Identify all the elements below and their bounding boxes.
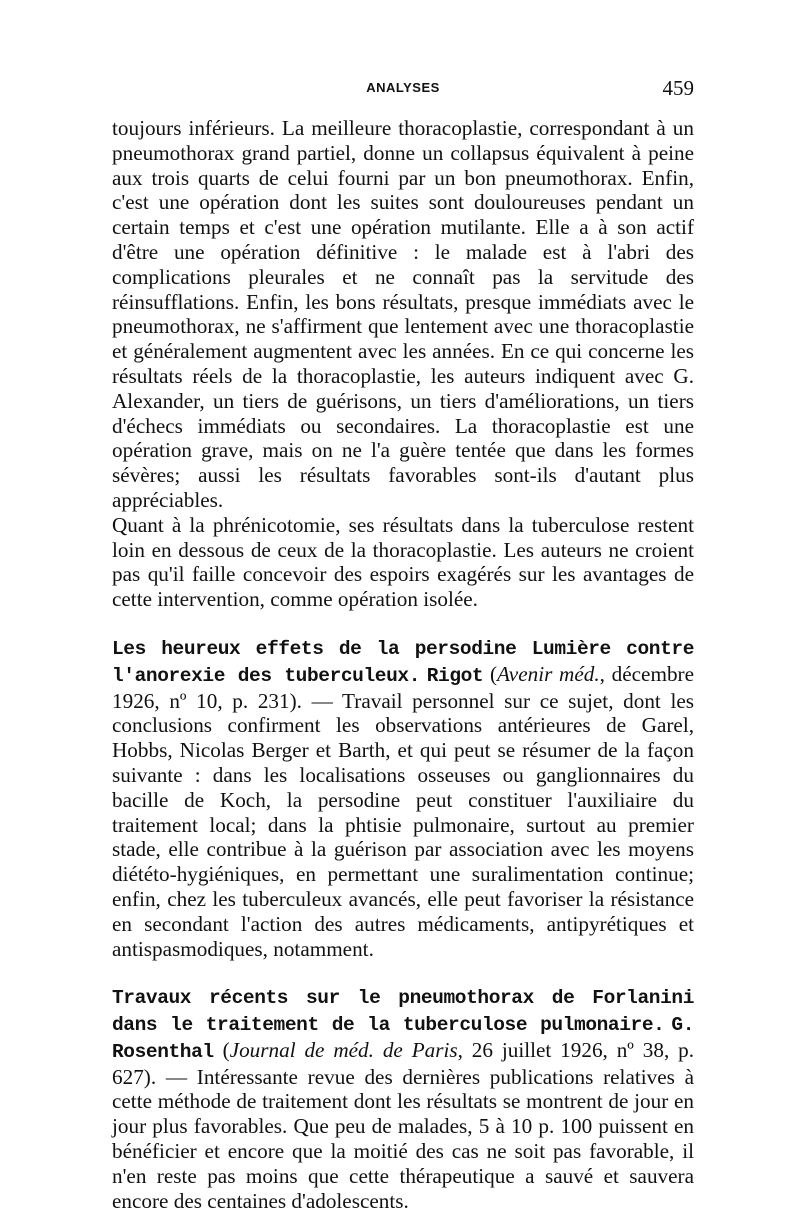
citation-details: , 26 juillet 1926, nº 38, p. 627).	[112, 1037, 695, 1089]
article-title: Travaux récents sur le pneumothorax de Forlanini dans le traitement de la tuberculose pulmonaire.	[112, 987, 694, 1037]
article-body: — Travail personnel sur ce sujet, dont les conclusions confirment les observations antérieures de Garel, Hobbs, Nicolas Berger et Barth, et qui peut se résumer de la façon suivante : dans les localisations osseuses ou ganglionnaires du bacille de Koch, la persodine peut constituer l'auxiliaire du traitement local; dans la phtisie pulmonaire, surtout au premier stade, elle contribue à la guérison par association avec les moyens diététo-hygiéniques, en permettant une suralimentation continue; enfin, chez les tuberculeux avancés, elle peut favoriser la résistance en secondant l'action des autres médicaments, antipyrétiques et antispasmodiques, notamment.	[112, 688, 694, 961]
citation-open: (	[222, 1037, 230, 1062]
article-title: Les heureux effets de la persodine Lumière contre l'anorexie des tuberculeux.	[112, 637, 694, 687]
section-gap	[112, 612, 694, 635]
journal-name: Journal de méd. de Paris	[229, 1037, 458, 1062]
section-gap	[112, 961, 694, 984]
paragraph-phrenicotomie: Quant à la phrénicotomie, ses résultats dans la tuberculose restent loin en dessous de ceux de la thoracoplastie. Les auteurs ne croient pas qu'il faille concevoir des espoirs exagérés sur les avantages de cette intervention, comme opération isolée.	[112, 512, 694, 612]
article-author: Rigot	[426, 664, 484, 687]
article-body: — Intéressante revue des dernières publications relatives à cette méthode de traitement dont les résultats se montrent de jour en jour plus favorables. Que peu de malades, 5 à 10 p. 100 puissent en bénéficier et encore que la moitié des cas ne soit pas favorable, il n'en reste pas moins que cette thérapeutique a sauvé et sauvera encore des centaines d'adolescents.	[112, 1064, 694, 1213]
running-head: ANALYSES	[366, 80, 440, 95]
page-header	[112, 76, 694, 104]
citation-details: , décembre 1926, nº 10, p. 231).	[112, 661, 694, 713]
page-number: 459	[662, 76, 694, 100]
article-author: G. Rosenthal	[112, 1014, 694, 1063]
citation-open: (	[489, 661, 498, 686]
article-persodine	[112, 635, 694, 961]
article-pneumothorax	[112, 984, 694, 1213]
journal-name: Avenir méd.	[497, 661, 600, 686]
paragraph-thoracoplastie: toujours inférieurs. La meilleure thoracoplastie, correspondant à un pneumothorax grand partiel, donne un collapsus équivalent à peine aux trois quarts de celui fourni par un bon pneumothorax. Enfin, c'est une opération dont les suites sont douloureuses pendant un certain temps et c'est une opération mutilante. Elle a à son actif d'être une opération définitive : le malade est à l'abri des complications pleurales et ne connaît pas la servitude des réinsufflations. Enfin, les bons résultats, presque immédiats avec le pneumothorax, ne s'affirment que lentement avec une thoracoplastie et généralement augmentent avec les années. En ce qui concerne les résultats réels de la thoracoplastie, les auteurs indiquent avec G. Alexander, un tiers de guérisons, un tiers d'améliorations, un tiers d'échecs immédiats ou secondaires. La thoracoplastie est une opération grave, mais on ne l'a guère tentée que dans les formes sévères; aussi les résultats favorables sont-ils d'autant plus appréciables.	[112, 116, 694, 512]
body-text	[112, 116, 694, 1213]
